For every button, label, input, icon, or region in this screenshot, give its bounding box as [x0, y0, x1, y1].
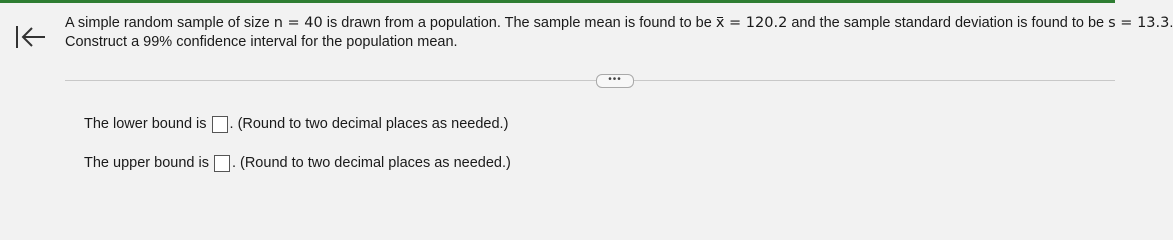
sample-mean — [716, 15, 787, 31]
upper-bound-row — [84, 153, 511, 173]
question-text-part: A simple random sample of size — [65, 15, 274, 31]
back-to-start-arrow-icon — [14, 24, 48, 50]
sample-mean-value: = 120.2 — [724, 15, 788, 31]
lower-bound-input[interactable] — [212, 116, 228, 133]
upper-bound-prefix: The upper bound is — [84, 155, 209, 171]
x-bar-symbol: x — [715, 15, 725, 31]
lower-bound-row — [84, 114, 508, 134]
question-text-part: is drawn from a population. The sample mean is found to be — [322, 15, 716, 31]
question-line-2: Construct a 99% confidence interval for the population mean. — [65, 34, 458, 50]
upper-bound-instruction: . (Round to two decimal places as needed.) — [231, 155, 511, 171]
upper-bound-input[interactable] — [214, 155, 230, 172]
top-accent-strip — [0, 0, 1115, 3]
question-line-1 — [65, 14, 1173, 33]
more-options-button[interactable]: ••• — [596, 74, 634, 88]
question-text — [65, 14, 1173, 52]
question-text-part: . — [1169, 15, 1173, 31]
back-button[interactable] — [14, 24, 48, 50]
lower-bound-instruction: . (Round to two decimal places as needed.) — [229, 116, 509, 132]
section-divider — [65, 80, 1115, 81]
question-text-part: and the sample standard deviation is found to be — [787, 15, 1109, 31]
sample-size: n = 40 — [273, 15, 323, 31]
sample-std-dev: s = 13.3 — [1108, 15, 1170, 31]
lower-bound-prefix: The lower bound is — [84, 116, 207, 132]
